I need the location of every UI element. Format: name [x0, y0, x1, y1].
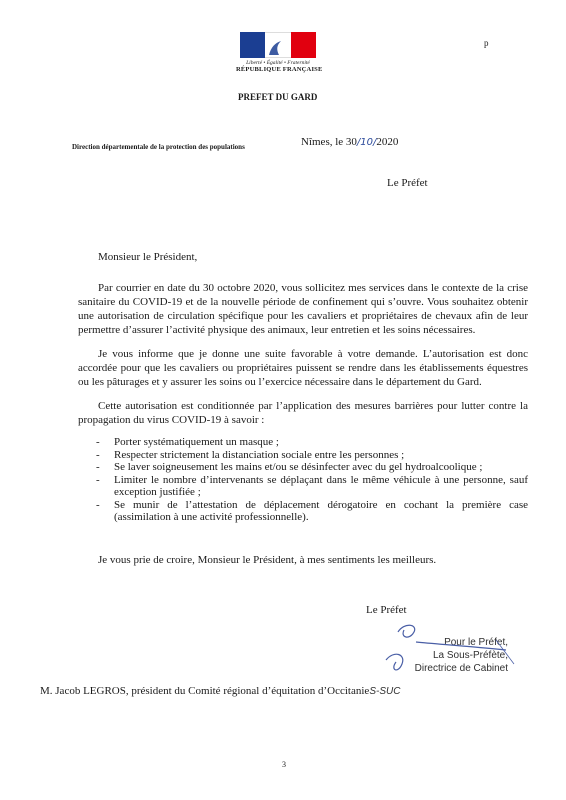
sender-title: Le Préfet	[387, 177, 428, 189]
tricolor-flag-icon	[240, 32, 316, 58]
date-separator: /	[373, 137, 377, 148]
date-handwritten-month: 10	[360, 137, 374, 148]
marianne-profile-icon	[265, 33, 290, 57]
paragraph-conditions: Cette autorisation est conditionnée par l’application des mesures barrières pour lutter contre la propagation du virus COVID-19 à savoir :	[78, 400, 528, 426]
page-number: 3	[282, 760, 286, 769]
closing-formula: Je vous prie de croire, Monsieur le Président, à mes sentiments les meilleurs.	[98, 554, 437, 566]
measure-text: Porter systématiquement un masque ;	[114, 436, 279, 448]
stamp-line: Pour le Préfet,	[444, 637, 508, 648]
republic-motto: Liberté • Égalité • Fraternité	[246, 60, 310, 66]
date-prefix: Nîmes, le 30	[301, 136, 357, 148]
salutation: Monsieur le Président,	[98, 251, 198, 263]
measure-text: Limiter le nombre d’intervenants se déplaçant dans le même véhicule à une personne, sauf exception justifiée ;	[114, 473, 528, 498]
marianne-logo	[236, 32, 323, 73]
paragraph-request: Par courrier en date du 30 octobre 2020, vous sollicitez mes services dans le contexte de la crise sanitaire du COVID-19 et de la nouvelle période de confinement qui s’ouvre. Vous souhaitez obtenir une autorisation de circulation spécifique pour les cavaliers et propriétaires de chevaux afin de leur permettre d’assurer l’activité physique des animaux, leur entretien et les soins nécessaires.	[78, 282, 528, 336]
list-dash: -	[96, 473, 100, 486]
measure-text: Se munir de l’attestation de déplacement dérogatoire en cochant la première case (assimilation à une activité professionnelle).	[114, 498, 528, 523]
paragraph-decision: Je vous informe que je donne une suite favorable à votre demande. L’autorisation est donc accordée pour que les cavaliers ou propriétaires puissent se rendre dans les établissements équestres ou les pâturages et y assurer les soins ou l’exercice nécessaire dans le département du Gard.	[78, 348, 528, 388]
date-separator: /	[356, 137, 361, 148]
list-dash: -	[96, 436, 100, 448]
stamp-suffix: S-SUC	[369, 686, 401, 697]
list-dash: -	[96, 448, 100, 461]
list-item	[96, 436, 528, 449]
corner-mark: p	[484, 38, 489, 48]
measures-list	[96, 436, 528, 524]
handwritten-signature	[346, 620, 536, 680]
stamp-line: La Sous-Préfète,	[432, 650, 508, 661]
list-item	[96, 499, 528, 524]
date-year: 2020	[376, 136, 399, 148]
department-name: Direction départementale de la protection des populations	[72, 143, 245, 151]
list-item	[96, 449, 528, 462]
list-item	[96, 461, 528, 474]
republic-name: RÉPUBLIQUE FRANÇAISE	[236, 66, 323, 73]
list-dash: -	[96, 498, 100, 511]
recipient-line	[40, 685, 400, 697]
recipient-text: M. Jacob LEGROS, président du Comité régional d’équitation d’Occitanie	[40, 685, 370, 697]
measure-text: Se laver soigneusement les mains et/ou se désinfecter avec du gel hydroalcoolique ;	[114, 461, 483, 473]
signatory-title: Le Préfet	[366, 604, 407, 616]
issuer-title: PREFET DU GARD	[238, 92, 318, 102]
measure-text: Respecter strictement la distanciation sociale entre les personnes ;	[114, 448, 405, 461]
list-item	[96, 474, 528, 499]
date-line	[301, 136, 398, 148]
list-dash: -	[96, 461, 100, 473]
stamp-line: Directrice de Cabinet	[414, 663, 508, 674]
